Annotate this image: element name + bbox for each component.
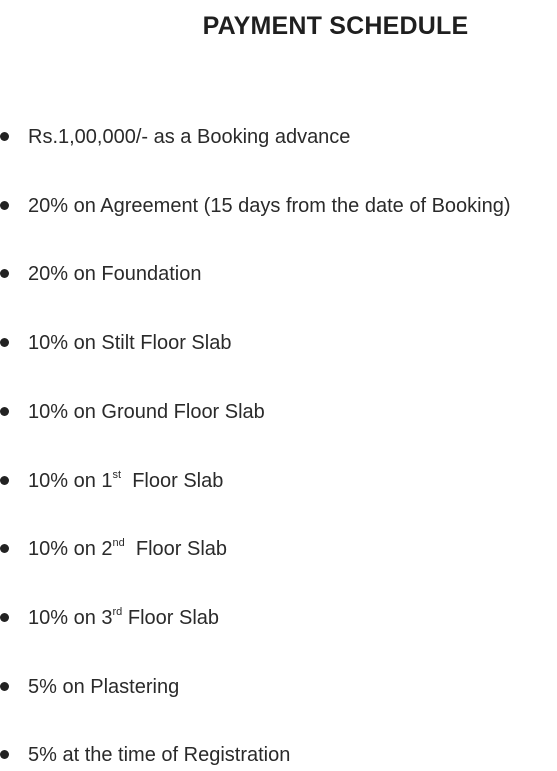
list-item-text-suffix: Floor Slab xyxy=(121,470,224,492)
bullet-icon xyxy=(0,407,9,416)
list-item-text-suffix: Floor Slab xyxy=(122,607,220,629)
list-item xyxy=(0,741,557,771)
ordinal-suffix: st xyxy=(112,469,122,482)
list-item xyxy=(0,123,557,153)
bullet-icon xyxy=(0,338,9,347)
list-item-text-prefix: 10% on 1 xyxy=(28,470,113,492)
bullet-icon xyxy=(0,750,9,759)
list-item-text: 10% on Ground Floor Slab xyxy=(28,401,265,423)
ordinal-suffix: nd xyxy=(112,537,125,550)
list-item xyxy=(0,673,557,703)
bullet-icon xyxy=(0,201,9,210)
bullet-icon xyxy=(0,132,9,141)
list-item-text: Rs.1,00,000/- as a Booking advance xyxy=(28,126,351,148)
bullet-icon xyxy=(0,476,9,485)
list-item-text-suffix: Floor Slab xyxy=(124,538,228,560)
bullet-icon xyxy=(0,682,9,691)
list-item xyxy=(0,535,557,565)
list-item-text xyxy=(28,604,219,632)
list-item-text xyxy=(28,535,227,563)
list-item xyxy=(0,329,557,359)
bullet-icon xyxy=(0,269,9,278)
bullet-icon xyxy=(0,613,9,622)
list-item-text: 20% on Agreement (15 days from the date of Booking) xyxy=(28,195,511,217)
ordinal-suffix: rd xyxy=(112,606,123,619)
list-item-text-prefix: 10% on 3 xyxy=(28,607,113,629)
bullet-icon xyxy=(0,544,9,553)
list-item-text: 5% on Plastering xyxy=(28,676,180,698)
list-item xyxy=(0,398,557,428)
list-item-text-prefix: 10% on 2 xyxy=(28,538,113,560)
page-title: PAYMENT SCHEDULE xyxy=(202,12,469,40)
list-item xyxy=(0,192,557,222)
list-item xyxy=(0,260,557,290)
list-item-text: 20% on Foundation xyxy=(28,263,202,285)
list-item-text xyxy=(28,467,223,495)
list-item xyxy=(0,467,557,497)
list-item-text: 5% at the time of Registration xyxy=(28,744,291,766)
list-item xyxy=(0,604,557,634)
list-item-text: 10% on Stilt Floor Slab xyxy=(28,332,232,354)
